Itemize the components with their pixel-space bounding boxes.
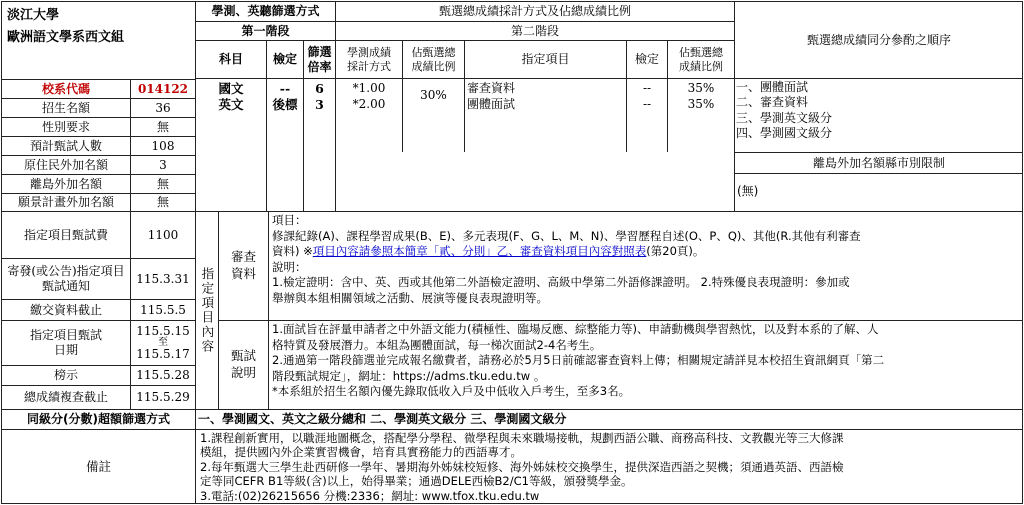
date-value-notice: 115.3.31 (136, 271, 190, 286)
remarks-line-1: 1.課程創新實用，以職涯地圖概念，搭配學分學程、微學程與未來職場接軌，規劃西語公職、商務高科技、文教觀光等三大修課 (200, 431, 844, 445)
date-exam-to-label: 至 (158, 336, 168, 348)
tie-screen-label: 同級分(分數)超額篩選方式 (27, 412, 170, 426)
item-pct-header-line1: 佔甄選總 (679, 45, 723, 59)
subject-header: 科目 (218, 52, 243, 66)
interview-line-2: 格特質及發展潛力。本組為團體面試，每一梯次面試2-4名考生。 (272, 337, 602, 352)
interview-label-text: 甄試說明 (230, 348, 256, 380)
item-pct-header-line2: 成績比例 (679, 59, 723, 73)
tie-screen-value: 一、學測國文、英文之級分總和 二、學測英文級分 三、學測國文級分 (198, 412, 567, 426)
info-label-expected: 預計甄試人數 (29, 138, 102, 153)
date-label-notice: 寄發(或公告)指定項目甄試通知 (7, 264, 125, 293)
tiebreak-item-1: 一、團體面試 (736, 80, 809, 94)
score-method-header: 甄選總成績採計方式及佔總成績比例 (438, 4, 631, 18)
date-label-announce: 榜示 (53, 368, 78, 382)
info-value-indigenous: 3 (159, 157, 167, 172)
interview-line-3: 2.通過第一階段篩選並完成報名繳費者，請務必於5月5日前確認審查資料上傳；相關規定請詳見本校招生資訊網頁「第二 (272, 353, 885, 368)
tiebreak-item-3: 三、學測英文級分 (736, 110, 833, 125)
interview-label (219, 321, 268, 409)
review-line-3 (272, 244, 1020, 260)
stage1-multiplier-2: 3 (315, 97, 324, 112)
screening-method-header: 學測、英聽篩選方式 (211, 4, 320, 18)
info-label-vision: 願景計畫外加名額 (17, 195, 114, 209)
remarks-line-2: 模組，提供國內外企業實習機會，培育具實務能力的西語專才。 (200, 445, 522, 460)
remote-limit-header: 離島外加名額縣市別限制 (812, 155, 945, 170)
gsat-pct-header-line2: 成績比例 (411, 59, 456, 73)
school-name: 淡江大學 (7, 8, 60, 23)
info-label-indigenous: 原住民外加名額 (23, 157, 108, 172)
date-exam-to: 115.5.17 (136, 347, 190, 362)
tiebreak-header: 甄選總成績同分參酌之順序 (806, 32, 951, 47)
review-line-3-suffix: (第20頁)。 (646, 244, 705, 259)
date-value-review: 115.5.29 (136, 390, 190, 404)
stage1-multiplier-1: 6 (315, 81, 324, 96)
info-label-gender: 性別要求 (41, 119, 90, 134)
stage2-item-pct-1: 35% (687, 81, 715, 95)
info-value-gender: 無 (156, 119, 169, 134)
stage2-check-1: -- (642, 81, 652, 95)
review-line-5: 1.檢定證明：含中、英、西或其他第二外語檢定證明、高級中學第二外語修課證明。 2.特殊優良表現證明：參加或 (272, 275, 850, 290)
date-label-exam: 指定項目甄試日期 (30, 328, 102, 357)
date-label-fee: 指定項目甄試費 (23, 227, 108, 242)
date-value-exam (131, 321, 195, 365)
date-value-submit: 115.5.5 (140, 302, 186, 317)
review-line-2: 修課紀錄(A)、課程學習成果(B、E)、多元表現(F、G、L、M、N)、學習歷程自述(O、P、Q)、其他(R.其他有利審查 (272, 228, 861, 243)
stage1-subject-1: 國文 (218, 81, 244, 96)
school-header (2, 2, 195, 78)
date-value-announce: 115.5.28 (136, 368, 190, 382)
divider (735, 173, 1023, 174)
gsat-header (336, 41, 402, 78)
review-content (269, 212, 1023, 320)
interview-content (269, 321, 1023, 409)
multiplier-header (304, 41, 335, 78)
tiebreak-item-2: 二、審查資料 (736, 95, 809, 110)
info-label-island: 離島外加名額 (29, 176, 102, 191)
review-line-1: 項目： (272, 213, 307, 227)
divider (195, 409, 196, 504)
multiplier-header-line2: 倍率 (307, 59, 332, 74)
tiebreak-list (736, 80, 1023, 152)
content-label-text: 指定項目內容 (199, 267, 215, 354)
stage2-check-2: -- (642, 97, 652, 111)
remarks-content (197, 430, 1023, 504)
stage2-item-2: 團體面試 (467, 97, 516, 111)
stage1-subject-2: 英文 (218, 97, 244, 112)
stage1-check-1: -- (279, 81, 291, 96)
divider (196, 78, 1023, 79)
gsat-header-line2: 採計方式 (347, 59, 391, 73)
info-value-island: 無 (156, 176, 169, 191)
info-label-quota: 招生名額 (41, 100, 90, 115)
gsat-pct-header-line1: 佔甄選總 (411, 45, 456, 59)
stage1-header: 第一階段 (241, 23, 290, 38)
remarks-line-4: 定等同CEFR B1等級(含)以上，始得畢業；通過DELE西檢B2/C1等級，頒發獎學金。 (200, 474, 633, 489)
stage2-gsat-pct: 30% (420, 88, 447, 102)
check2-header: 檢定 (634, 52, 659, 66)
stage2-gsat-2: *2.00 (352, 97, 386, 111)
interview-line-5: *本系組於招生名額內優先錄取低收入戶及中低收入戶考生，至多3名。 (272, 384, 631, 399)
content-label (196, 212, 218, 409)
info-value-expected: 108 (151, 138, 175, 153)
review-reference-link[interactable]: 項目內容請參照本簡章「貳、分則」乙、審查資料項目內容對照表 (312, 244, 647, 259)
interview-line-4: 階段甄試規定」，網址：https://adms.tku.edu.tw 。 (272, 368, 546, 383)
info-value-code: 014122 (137, 81, 189, 96)
info-value-vision: 無 (156, 195, 169, 209)
review-label (219, 212, 268, 320)
remarks-line-3: 2.每年甄選大三學生赴西研修一學年、暑期海外姊妹校短修、海外姊妹校交換學生，提供深造西語之契機；須通過英語、西語檢 (200, 459, 844, 474)
stage1-check-2: 後標 (272, 97, 298, 112)
info-value-quota: 36 (155, 100, 171, 115)
remarks-label: 備註 (85, 459, 111, 475)
review-line-6: 舉辦與本組相關領域之活動、展演等優良表現證明等。 (272, 290, 548, 305)
stage2-gsat-1: *1.00 (352, 81, 386, 95)
remote-limit-value: (無) (737, 184, 759, 198)
stage2-item-pct-2: 35% (687, 97, 715, 111)
tiebreak-item-4: 四、學測國文級分 (736, 126, 833, 141)
stage2-item-1: 審查資料 (467, 81, 516, 95)
review-label-text: 審查資料 (230, 249, 256, 281)
date-label-review: 總成績複查截止 (23, 390, 108, 404)
date-value-fee: 1100 (147, 227, 179, 242)
interview-line-1: 1.面試旨在評量申請者之中外語文能力(積極性、臨場反應、綜整能力等)、申請動機與學習熱忱，以及對本系的了解、人 (272, 322, 879, 336)
date-exam-from: 115.5.15 (136, 324, 190, 339)
check-header: 檢定 (272, 52, 297, 66)
review-line-4: 說明： (272, 259, 307, 274)
stage2-header: 第二階段 (510, 23, 559, 38)
item-header: 指定項目 (521, 52, 570, 66)
info-label-code: 校系代碼 (41, 81, 90, 96)
gsat-pct-header (403, 41, 464, 78)
multiplier-header-line1: 篩選 (307, 44, 332, 59)
department-name: 歐洲語文學系西文組 (7, 30, 125, 46)
date-label-submit: 繳交資料截止 (29, 302, 102, 317)
gsat-header-line1: 學測成績 (347, 45, 391, 59)
item-pct-header (668, 41, 734, 78)
remarks-line-5: 3.電話:(02)26215656 分機:2336；網址: www.tfox.tku.edu.tw (200, 488, 540, 503)
review-line-3-prefix: 資料) ※ (272, 244, 313, 259)
